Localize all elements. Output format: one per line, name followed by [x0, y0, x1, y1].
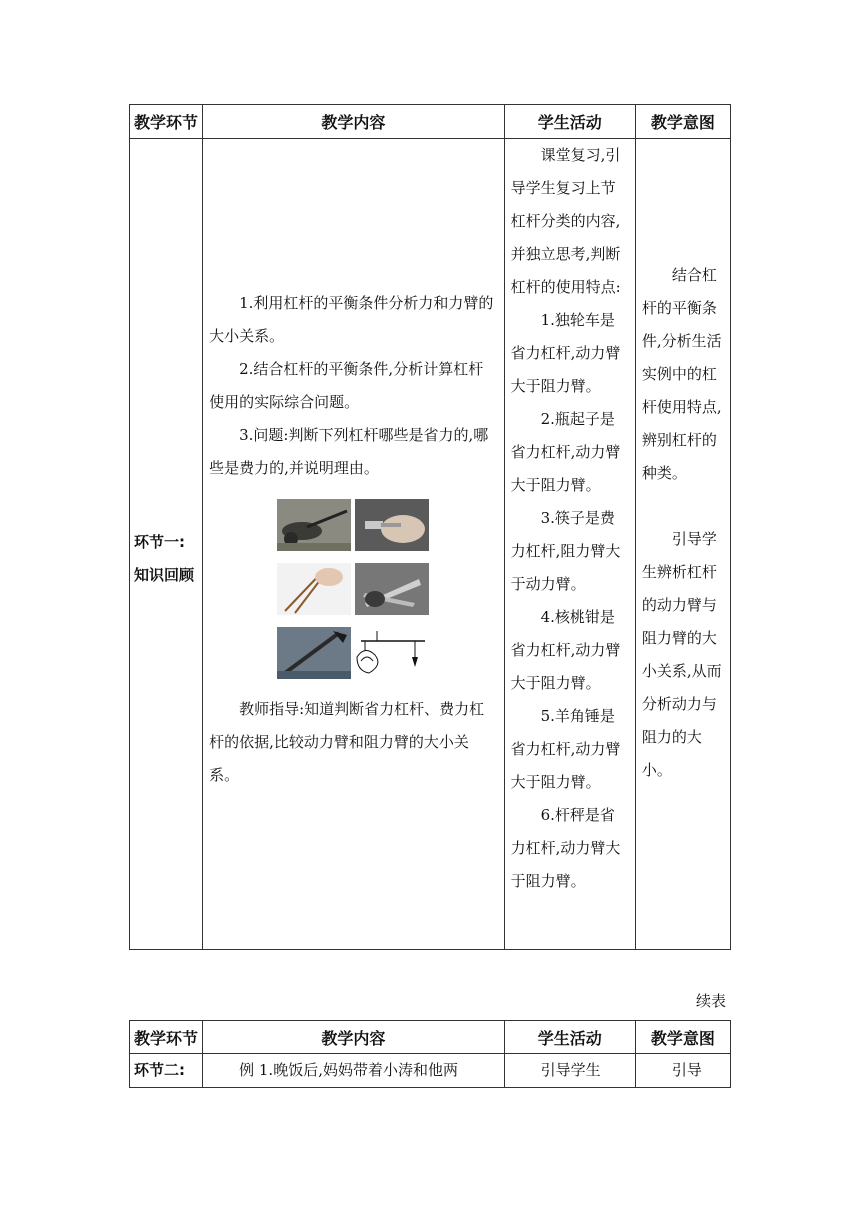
- content-cell: [203, 139, 505, 950]
- teacher-guidance: 教师指导:知道判断省力杠杆、费力杠杆的依据,比较动力臂和阻力臂的大小关系。: [209, 700, 485, 784]
- table-header-row: [130, 105, 731, 139]
- header-content: 教学内容: [203, 105, 505, 139]
- activity-paragraph: 1.独轮车是省力杠杆,动力臂大于阻力臂。: [510, 311, 621, 395]
- claw-hammer-photo: [277, 627, 351, 679]
- intent-cell: [635, 139, 730, 950]
- intent-paragraph: 引导学生辨析杠杆的动力臂与阻力臂的大小关系,从而分析动力与阻力的大小。: [641, 530, 722, 779]
- activity-paragraph: 3.筷子是费力杠杆,阻力臂大于动力臂。: [510, 509, 621, 593]
- content-cell: [203, 1054, 505, 1088]
- table-header-row: [130, 1021, 731, 1054]
- stage-label: 环节二:: [130, 1054, 203, 1088]
- continued-label: 续表: [696, 992, 727, 1010]
- activity-paragraph: 4.核桃钳是省力杠杆,动力臂大于阻力臂。: [510, 608, 621, 692]
- steelyard-drawing: [355, 627, 429, 679]
- header-intent: 教学意图: [635, 105, 730, 139]
- nutcracker-photo: [355, 563, 429, 615]
- header-content: 教学内容: [203, 1021, 505, 1054]
- activity-paragraph: 课堂复习,引导学生复习上节杠杆分类的内容,并独立思考,判断杠杆的使用特点:: [510, 146, 621, 296]
- content-paragraph: 3.问题:判断下列杠杆哪些是省力的,哪些是费力的,并说明理由。: [209, 426, 489, 477]
- activity-paragraph: 6.杆秤是省力杠杆,动力臂大于阻力臂。: [510, 806, 621, 890]
- header-stage: 教学环节: [130, 105, 203, 139]
- header-activity: 学生活动: [504, 1021, 635, 1054]
- header-stage: 教学环节: [130, 1021, 203, 1054]
- wheelbarrow-photo: [277, 499, 351, 551]
- stage-label: 环节一:知识回顾: [130, 139, 203, 950]
- lever-examples-images: [209, 499, 498, 679]
- header-activity: 学生活动: [504, 105, 635, 139]
- chopsticks-photo: [277, 563, 351, 615]
- activity-cell: [504, 139, 635, 950]
- intent-paragraph: 结合杠杆的平衡条件,分析生活实例中的杠杆使用特点,辨别杠杆的种类。: [641, 266, 722, 482]
- activity-paragraph: 引导学生: [540, 1061, 601, 1079]
- intent-paragraph: 引导: [671, 1061, 702, 1079]
- activity-cell: [504, 1054, 635, 1088]
- activity-paragraph: 5.羊角锤是省力杠杆,动力臂大于阻力臂。: [510, 707, 621, 791]
- activity-paragraph: 2.瓶起子是省力杠杆,动力臂大于阻力臂。: [510, 410, 621, 494]
- intent-cell: [635, 1054, 730, 1088]
- lesson-table-continued: [129, 1020, 731, 1088]
- content-paragraph: 例 1.晚饭后,妈妈带着小涛和他两: [239, 1061, 458, 1079]
- header-intent: 教学意图: [635, 1021, 730, 1054]
- table-row: [130, 1054, 731, 1088]
- bottle-opener-photo: [355, 499, 429, 551]
- lesson-table: [129, 104, 731, 950]
- content-paragraph: 1.利用杠杆的平衡条件分析力和力臂的大小关系。: [209, 294, 494, 345]
- content-paragraph: 2.结合杠杆的平衡条件,分析计算杠杆使用的实际综合问题。: [209, 360, 484, 411]
- table-row: [130, 139, 731, 950]
